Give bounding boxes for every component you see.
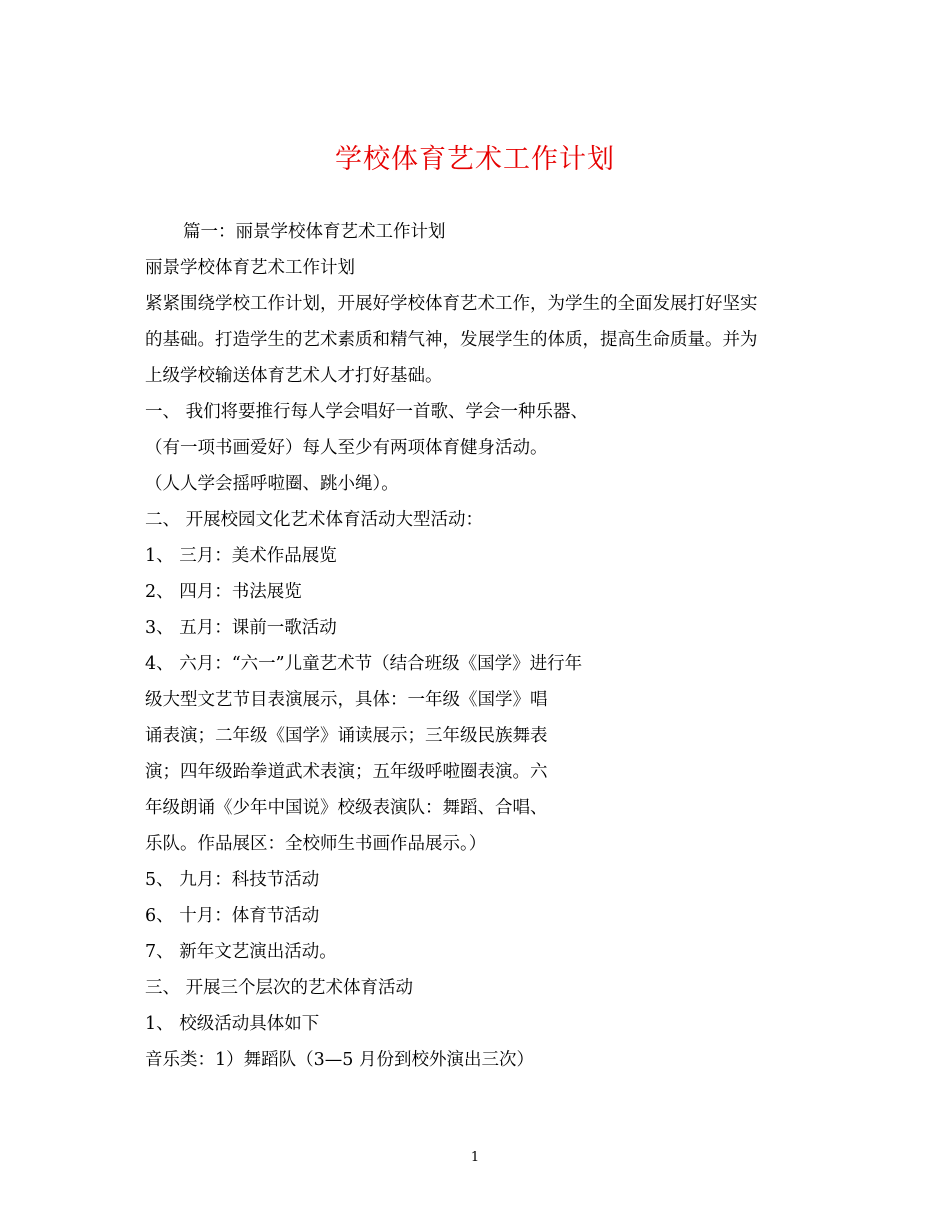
document-body (145, 214, 810, 1078)
paragraph-line: 一、 我们将要推行每人学会唱好一首歌、学会一种乐器、 (145, 402, 589, 422)
paragraph-line: 年级朗诵《少年中国说》校级表演队：舞蹈、合唱、 (145, 798, 548, 818)
paragraph-line: 4、 六月：“六一”儿童艺术节（结合班级《国学》进行年 (145, 654, 583, 674)
page-number: 1 (470, 1150, 480, 1165)
paragraph-line: 诵表演；二年级《国学》诵读展示；三年级民族舞表 (145, 726, 548, 746)
paragraph-line: 上级学校输送体育艺术人才打好基础。 (145, 366, 443, 386)
paragraph-line: 3、 五月：课前一歌活动 (145, 618, 337, 638)
paragraph-line: （人人学会摇呼啦圈、跳小绳）。 (145, 474, 399, 494)
paragraph-line: 篇一：丽景学校体育艺术工作计划 (183, 222, 446, 242)
paragraph-line: 1、 三月：美术作品展览 (145, 546, 337, 566)
paragraph-line: 的基础。打造学生的艺术素质和精气神，发展学生的体质，提高生命质量。并为 (145, 330, 758, 350)
paragraph-line: 演；四年级跆拳道武术表演；五年级呼啦圈表演。六 (145, 762, 548, 782)
paragraph-line: 级大型文艺节目表演展示，具体：一年级《国学》唱 (145, 690, 548, 710)
paragraph-line: 5、 九月：科技节活动 (145, 870, 320, 890)
paragraph-line: 6、 十月：体育节活动 (145, 906, 320, 926)
paragraph-line: 1、 校级活动具体如下 (145, 1014, 320, 1034)
paragraph-line: 二、 开展校园文化艺术体育活动大型活动： (145, 510, 484, 530)
paragraph-line: 音乐类：1）舞蹈队（3—5 月份到校外演出三次） (145, 1050, 534, 1070)
paragraph-line: 乐队。作品展区：全校师生书画作品展示。） (145, 834, 487, 854)
paragraph-line: 7、 新年文艺演出活动。 (145, 942, 337, 962)
paragraph-line: （有一项书画爱好）每人至少有两项体育健身活动。 (145, 438, 548, 458)
paragraph-line: 紧紧围绕学校工作计划，开展好学校体育艺术工作，为学生的全面发展打好坚实 (145, 294, 758, 314)
paragraph-line: 丽景学校体育艺术工作计划 (145, 258, 355, 278)
paragraph-line: 三、 开展三个层次的艺术体育活动 (145, 978, 414, 998)
paragraph-line: 2、 四月：书法展览 (145, 582, 302, 602)
document-title: 学校体育艺术工作计划 (335, 144, 615, 175)
